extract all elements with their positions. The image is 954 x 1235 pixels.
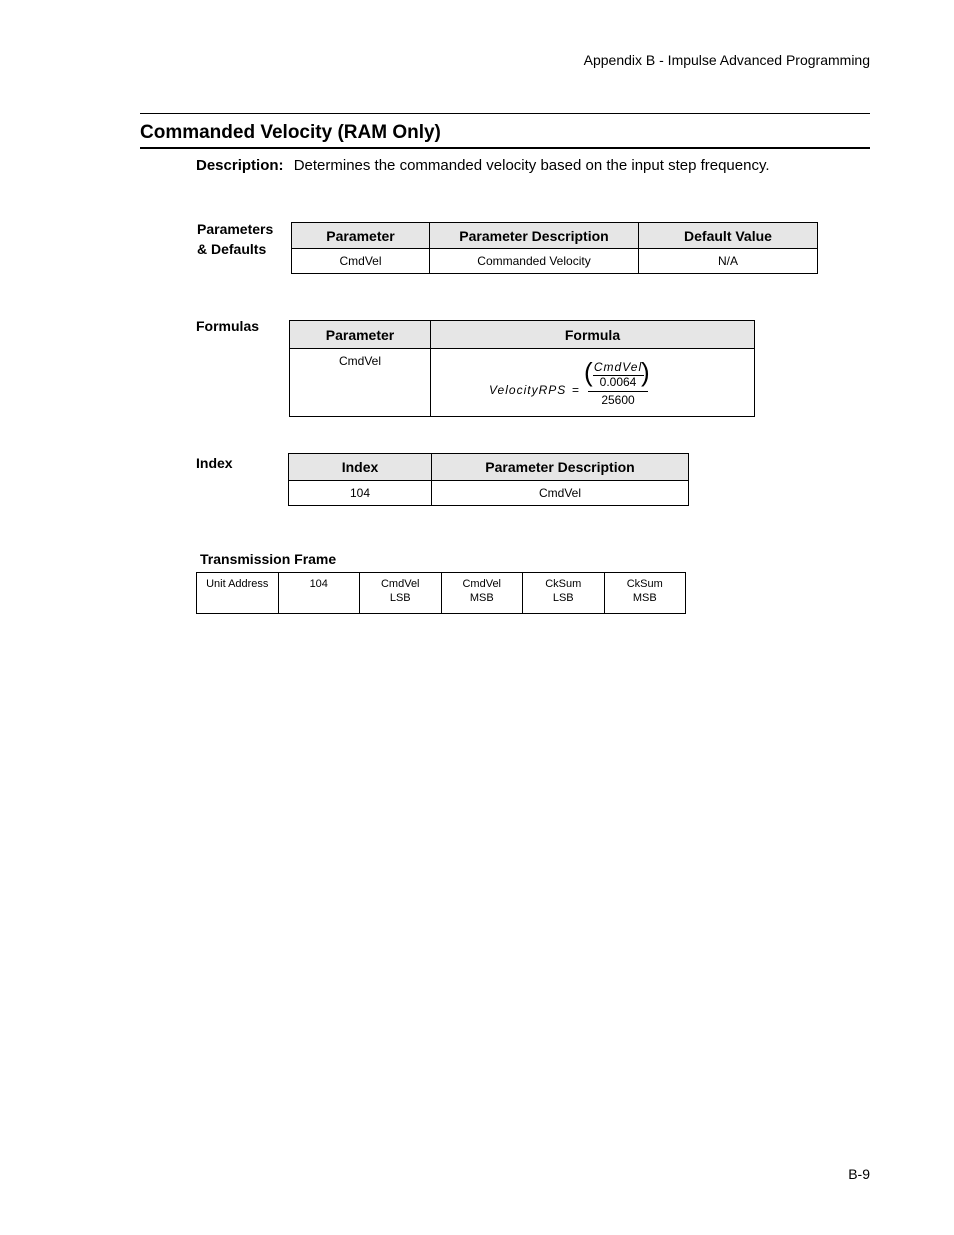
column-header: Parameter Description (430, 223, 639, 249)
left-paren-glyph: ( (584, 357, 593, 387)
formula-equals: = (572, 383, 580, 397)
description (196, 157, 770, 174)
frame-cell (441, 573, 523, 614)
table-cell: CmdVel (290, 349, 431, 417)
formulas-label: Formulas (196, 318, 260, 334)
table-cell: CmdVel (432, 481, 689, 506)
table-cell: CmdVel (292, 249, 430, 274)
header-rule (140, 113, 870, 114)
frame-cell-line1: CkSum (626, 578, 663, 590)
transmission-frame-label: Transmission Frame (200, 551, 337, 567)
table-cell: Commanded Velocity (430, 249, 639, 274)
formula-cell (431, 349, 755, 417)
formula-inner-numerator: CmdVel (593, 360, 643, 374)
formula-outer-fraction-bar (588, 391, 648, 392)
frame-cell (278, 573, 360, 614)
parameters-label-line1: Parameters (197, 221, 274, 237)
formula-inner-denominator: 0.0064 (599, 375, 637, 389)
frame-cell (360, 573, 442, 614)
table-row (289, 481, 689, 506)
frame-cell-line2: LSB (552, 592, 574, 604)
velocity-formula (431, 349, 754, 416)
formula-lhs: VelocityRPS (489, 383, 567, 397)
frame-cell-line2: MSB (469, 592, 494, 604)
parameters-label-line2: & Defaults (197, 241, 267, 257)
column-header: Default Value (639, 223, 818, 249)
table-header-row (292, 223, 818, 249)
title-rule (140, 147, 870, 149)
parameters-table (291, 222, 818, 274)
frame-cell (604, 573, 686, 614)
table-row (290, 349, 755, 417)
frame-cell-line2: MSB (632, 592, 657, 604)
page-number: B-9 (848, 1166, 870, 1182)
frame-cell-line1: Unit Address (206, 578, 269, 590)
column-header: Parameter (292, 223, 430, 249)
table-cell: 104 (289, 481, 432, 506)
running-header: Appendix B - Impulse Advanced Programming (583, 52, 870, 68)
description-label: Description: (196, 157, 284, 174)
description-text: Determines the commanded velocity based on the input step frequency. (293, 157, 770, 174)
formulas-table (289, 320, 755, 417)
column-header: Formula (431, 321, 755, 349)
index-table (288, 453, 689, 506)
transmission-frame-table (196, 572, 686, 614)
frame-cell-line1: CmdVel (380, 578, 420, 590)
column-header: Index (289, 454, 432, 481)
frame-cell-line1: CmdVel (462, 578, 502, 590)
frame-cell-line2: LSB (389, 592, 411, 604)
table-row (197, 573, 686, 614)
formula-outer-denominator: 25600 (601, 393, 635, 407)
table-header-row (289, 454, 689, 481)
index-label: Index (196, 455, 233, 471)
right-paren-glyph: ) (641, 357, 650, 387)
frame-cell-line1: 104 (309, 578, 328, 590)
table-header-row (290, 321, 755, 349)
column-header: Parameter (290, 321, 431, 349)
frame-cell-line1: CkSum (545, 578, 582, 590)
frame-cell (523, 573, 605, 614)
table-row (292, 249, 818, 274)
column-header: Parameter Description (432, 454, 689, 481)
frame-cell (197, 573, 279, 614)
table-cell: N/A (639, 249, 818, 274)
section-title: Commanded Velocity (RAM Only) (140, 122, 441, 143)
parameters-label (197, 219, 273, 259)
